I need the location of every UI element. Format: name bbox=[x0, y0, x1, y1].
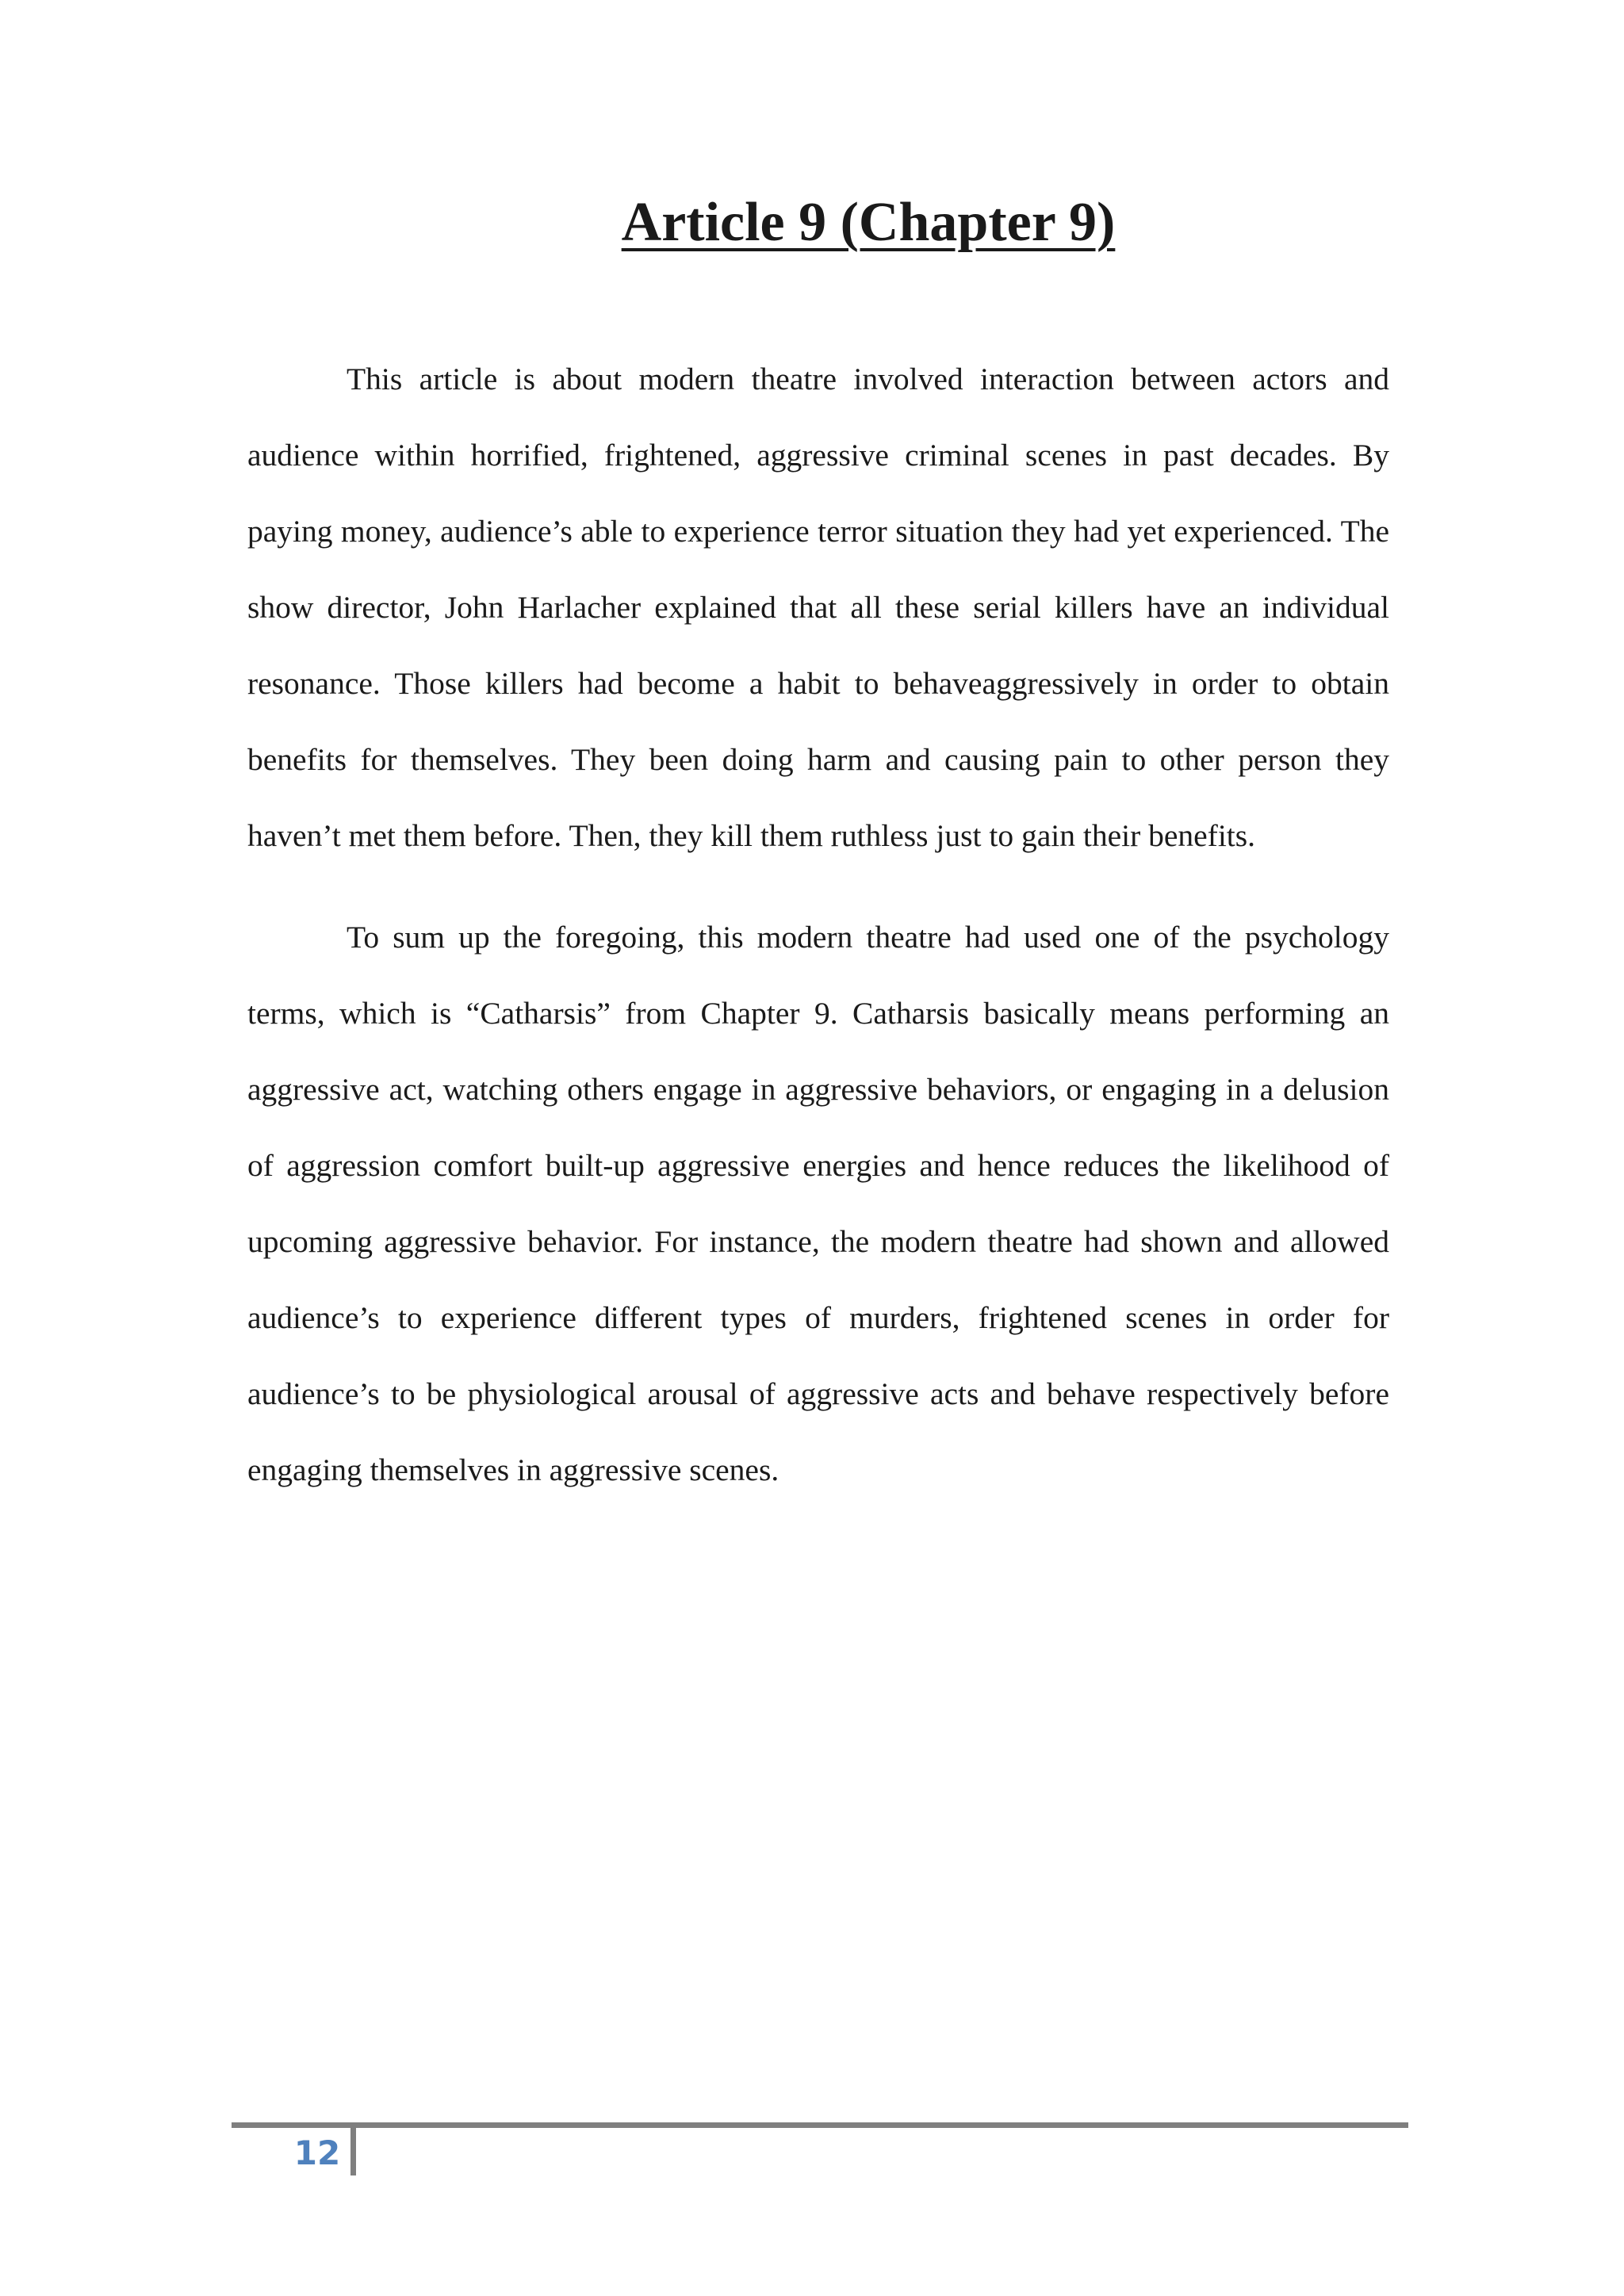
footer-vertical-divider bbox=[350, 2128, 356, 2175]
body-paragraph-2: To sum up the foregoing, this modern theatre had used one of the psychology terms, which is “Catharsis” from Chapter 9. Catharsis basically means performing an aggressive act, watching others engage in aggressive behaviors, or engaging in a delusion of aggression comfort built-up aggressive energies and hence reduces the likelihood of upcoming aggressive behavior. For instance, the modern theatre had shown and allowed audience’s to experience different types of murders, frightened scenes in order for audience’s to be physiological arousal of aggressive acts and behave respectively before engaging themselves in aggressive scenes. bbox=[247, 920, 1389, 1487]
article-body bbox=[247, 341, 1389, 1508]
body-paragraph-1: This article is about modern theatre involved interaction between actors and audience within horrified, frightened, aggressive criminal scenes in past decades. By paying money, audience’s able to experience terror situation they had yet experienced. The show director, John Harlacher explained that all these serial killers have an individual resonance. Those killers had become a habit to behaveaggressively in order to obtain benefits for themselves. They been doing harm and causing pain to other person they haven’t met them before. Then, they kill them ruthless just to gain their benefits. bbox=[247, 362, 1389, 853]
page-number: 12 bbox=[293, 2133, 341, 2172]
article-title: Article 9 (Chapter 9) bbox=[621, 192, 1116, 253]
footer-divider bbox=[232, 2122, 1408, 2128]
